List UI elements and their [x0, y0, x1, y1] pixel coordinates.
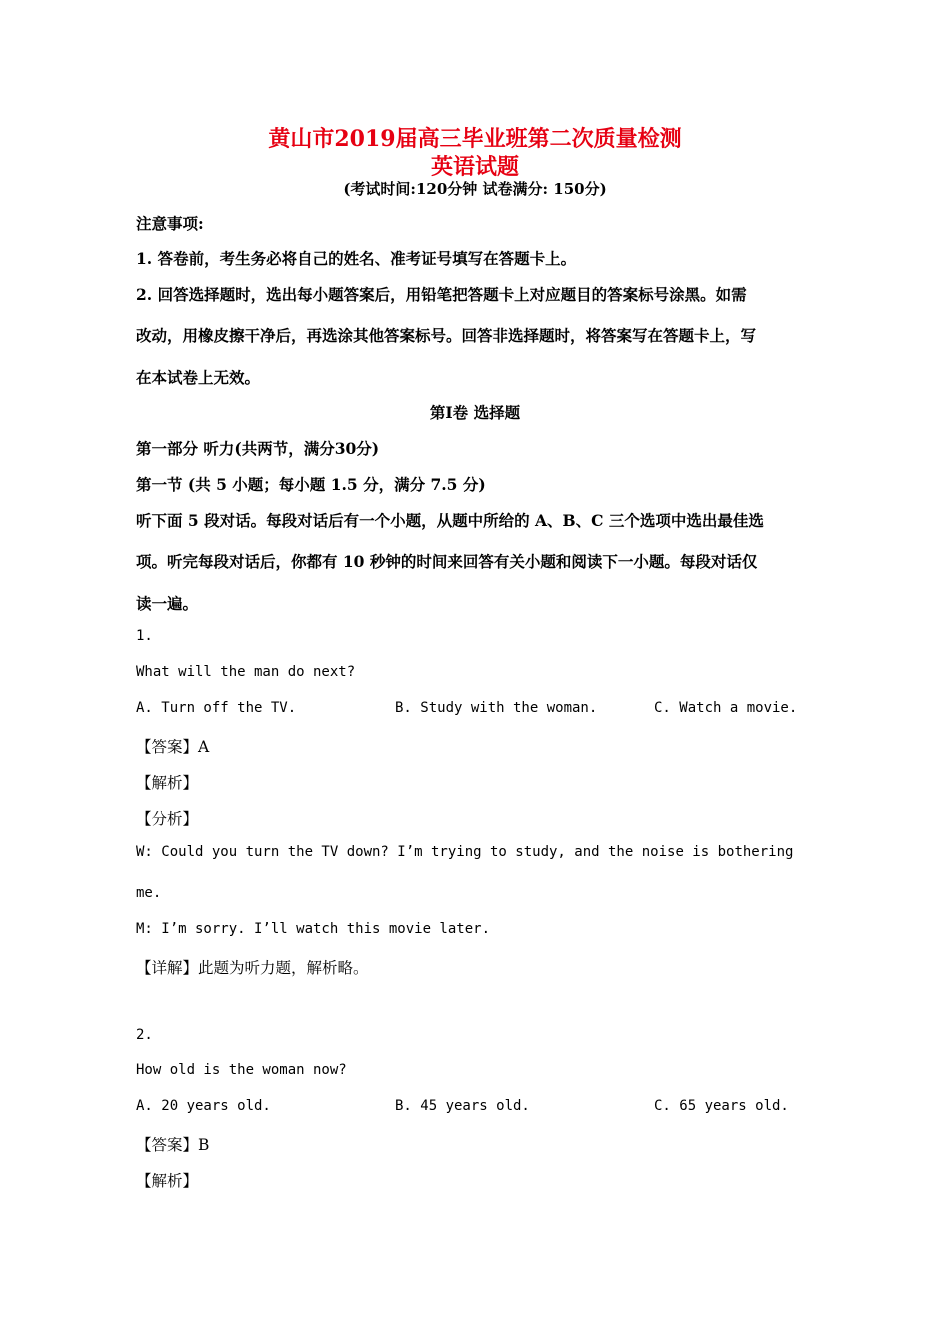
notice-item-1: 1. 答卷前，考生务必将自己的姓名、准考证号填写在答题卡上。 — [136, 249, 577, 268]
q2-option-b: B. 45 years old. — [395, 1098, 530, 1114]
notice-item-2-line3: 在本试卷上无效。 — [136, 368, 261, 387]
q1-dialog-m: M: I’m sorry. I’ll watch this movie later. — [136, 921, 491, 937]
q2-option-c: C. 65 years old. — [654, 1098, 789, 1114]
part1-heading: 第一部分 听力(共两节，满分30分) — [136, 439, 380, 458]
q1-detail: 【详解】此题为听力题，解析略。 — [136, 959, 369, 977]
instruction-line2: 项。听完每段对话后，你都有 10 秒钟的时间来回答有关小题和阅读下一小题。每段对话仅 — [136, 552, 758, 571]
notice-item-2-line1: 2. 回答选择题时，选出每小题答案后，用铅笔把答题卡上对应题目的答案标号涂黑。如需 — [136, 285, 747, 304]
q1-analysis: 【解析】 — [136, 774, 199, 792]
q1-dialog-w-line1: W: Could you turn the TV down? I’m trying to study, and the noise is bothering — [136, 844, 794, 860]
volume-heading: 第Ⅰ卷 选择题 — [429, 403, 521, 422]
section1-heading: 第一节 (共 5 小题；每小题 1.5 分，满分 7.5 分) — [136, 475, 486, 494]
q1-question: What will the man do next? — [136, 664, 356, 680]
q1-dialog-w-line2: me. — [136, 885, 162, 901]
q1-option-c: C. Watch a movie. — [654, 700, 798, 716]
q1-option-a: A. Turn off the TV. — [136, 700, 297, 716]
q2-answer: 【答案】B — [136, 1136, 210, 1154]
q1-option-b: B. Study with the woman. — [395, 700, 598, 716]
q2-analysis: 【解析】 — [136, 1172, 199, 1190]
q2-option-a: A. 20 years old. — [136, 1098, 271, 1114]
exam-title: 黄山市2019届高三毕业班第二次质量检测 — [268, 126, 682, 152]
exam-info: (考试时间:120分钟 试卷满分: 150分) — [343, 180, 607, 198]
instruction-line1: 听下面 5 段对话。每段对话后有一个小题，从题中所给的 A、B、C 三个选项中选出最佳选 — [136, 511, 764, 530]
q1-answer: 【答案】A — [136, 738, 210, 756]
instruction-line3: 读一遍。 — [136, 594, 199, 613]
q1-fenxi: 【分析】 — [136, 810, 199, 828]
exam-subject: 英语试题 — [430, 154, 519, 180]
notice-item-2-line2: 改动，用橡皮擦干净后，再选涂其他答案标号。回答非选择题时，将答案写在答题卡上，写 — [136, 326, 757, 345]
q2-question: How old is the woman now? — [136, 1062, 347, 1078]
q2-number: 2. — [136, 1027, 153, 1043]
notice-heading: 注意事项: — [136, 214, 204, 233]
q1-number: 1. — [136, 628, 153, 644]
